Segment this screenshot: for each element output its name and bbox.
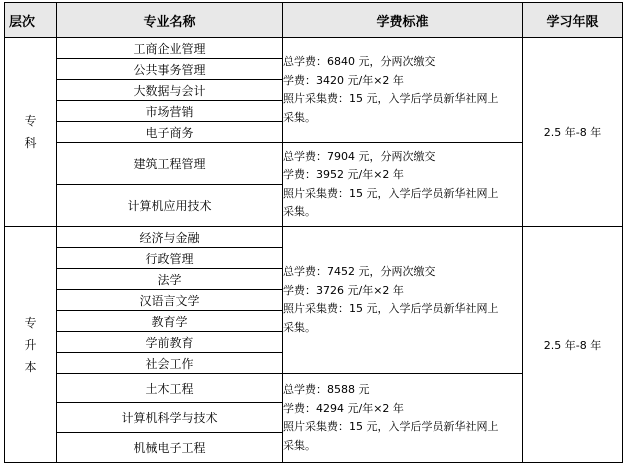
major-name: 行政管理 bbox=[57, 248, 283, 269]
header-major: 专业名称 bbox=[57, 3, 283, 38]
header-years: 学习年限 bbox=[523, 3, 623, 38]
fee-block bbox=[283, 227, 523, 374]
level-zhuanshengben bbox=[5, 227, 57, 463]
fee-line: 学费：4294 元/年×2 年 bbox=[283, 401, 404, 415]
fee-block bbox=[283, 374, 523, 463]
major-name: 公共事务管理 bbox=[57, 59, 283, 80]
major-name: 法学 bbox=[57, 269, 283, 290]
major-name: 计算机应用技术 bbox=[57, 185, 283, 227]
fee-line: 照片采集费：15 元，入学后学员新华社网上 bbox=[283, 92, 499, 105]
fee-line: 总学费：8588 元 bbox=[283, 383, 370, 396]
study-years: 2.5 年-8 年 bbox=[523, 227, 623, 463]
fee-block bbox=[283, 143, 523, 227]
major-name: 计算机科学与技术 bbox=[57, 403, 283, 433]
major-name: 建筑工程管理 bbox=[57, 143, 283, 185]
level-char: 本 bbox=[24, 359, 37, 374]
fee-line: 照片采集费：15 元，入学后学员新华社网上 bbox=[283, 420, 499, 433]
level-char: 升 bbox=[24, 337, 37, 352]
fee-block bbox=[283, 38, 523, 143]
major-name: 机械电子工程 bbox=[57, 433, 283, 463]
fee-line: 学费：3420 元/年×2 年 bbox=[283, 73, 404, 87]
major-name: 工商企业管理 bbox=[57, 38, 283, 59]
study-years: 2.5 年-8 年 bbox=[523, 38, 623, 227]
table-row bbox=[5, 227, 623, 248]
level-char: 专 bbox=[24, 114, 37, 128]
fee-line: 采集。 bbox=[283, 110, 316, 124]
major-name: 土木工程 bbox=[57, 374, 283, 403]
fee-line: 总学费：7452 元，分两次缴交 bbox=[283, 265, 436, 278]
level-char: 科 bbox=[24, 136, 37, 150]
fee-line: 采集。 bbox=[283, 205, 316, 218]
level-char: 专 bbox=[24, 315, 37, 330]
fee-line: 学费：3952 元/年×2 年 bbox=[283, 168, 404, 181]
fee-line: 采集。 bbox=[283, 320, 316, 334]
level-zhuanke bbox=[5, 38, 57, 227]
fee-line: 照片采集费：15 元，入学后学员新华社网上 bbox=[283, 302, 499, 315]
major-name: 社会工作 bbox=[57, 353, 283, 374]
fee-line: 学费：3726 元/年×2 年 bbox=[283, 283, 404, 297]
major-name: 汉语言文学 bbox=[57, 290, 283, 311]
header-row bbox=[5, 3, 623, 38]
major-name: 学前教育 bbox=[57, 332, 283, 353]
header-level: 层次 bbox=[5, 3, 57, 38]
fee-line: 照片采集费：15 元，入学后学员新华社网上 bbox=[283, 186, 499, 200]
major-name: 市场营销 bbox=[57, 101, 283, 122]
table-row bbox=[5, 38, 623, 59]
major-name: 大数据与会计 bbox=[57, 80, 283, 101]
major-name: 电子商务 bbox=[57, 122, 283, 143]
fee-line: 采集。 bbox=[283, 438, 316, 452]
fee-line: 总学费：7904 元，分两次缴交 bbox=[283, 149, 436, 163]
major-name: 经济与金融 bbox=[57, 227, 283, 248]
header-fee: 学费标准 bbox=[283, 3, 523, 38]
fee-table bbox=[4, 2, 623, 463]
major-name: 教育学 bbox=[57, 311, 283, 332]
fee-line: 总学费：6840 元，分两次缴交 bbox=[283, 55, 436, 68]
